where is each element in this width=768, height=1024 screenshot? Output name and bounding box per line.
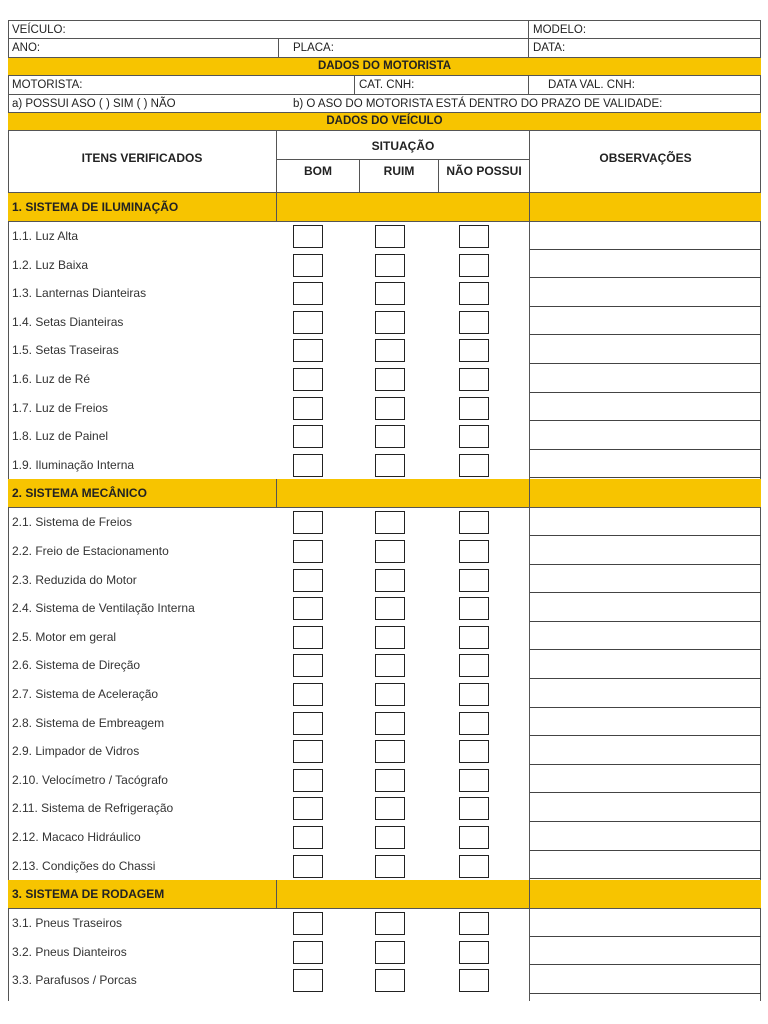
checkbox-nao-possui[interactable]	[459, 397, 489, 420]
checkbox-bom[interactable]	[293, 969, 323, 992]
item-label: 2.9. Limpador de Vidros	[12, 744, 140, 759]
checklist-row	[8, 365, 761, 394]
dados-motorista-title: DADOS DO MOTORISTA	[317, 60, 452, 72]
checkbox-ruim[interactable]	[375, 339, 405, 362]
checkbox-nao-possui[interactable]	[459, 454, 489, 477]
checkbox-bom[interactable]	[293, 511, 323, 534]
checkbox-nao-possui[interactable]	[459, 254, 489, 277]
observacao-line[interactable]	[530, 535, 761, 536]
row-aso	[8, 95, 761, 113]
checkbox-ruim[interactable]	[375, 540, 405, 563]
checkbox-nao-possui[interactable]	[459, 368, 489, 391]
checklist-row	[8, 651, 761, 680]
checkbox-ruim[interactable]	[375, 712, 405, 735]
checkbox-nao-possui[interactable]	[459, 941, 489, 964]
cat-cnh-label: CAT. CNH:	[359, 79, 415, 91]
ruim-header: RUIM	[383, 164, 415, 178]
checkbox-nao-possui[interactable]	[459, 712, 489, 735]
checklist-row	[8, 766, 761, 795]
checklist-row	[8, 909, 761, 938]
checkbox-ruim[interactable]	[375, 225, 405, 248]
observacao-line[interactable]	[530, 564, 761, 565]
observacao-line[interactable]	[530, 449, 761, 450]
section-header	[8, 880, 761, 909]
observacao-line[interactable]	[530, 735, 761, 736]
checkbox-ruim[interactable]	[375, 569, 405, 592]
observacao-line[interactable]	[530, 649, 761, 650]
checklist-row	[8, 709, 761, 738]
observacao-line[interactable]	[530, 821, 761, 822]
dados-veiculo-title: DADOS DO VEÍCULO	[326, 115, 443, 127]
checkbox-nao-possui[interactable]	[459, 826, 489, 849]
veiculo-label: VEÍCULO:	[12, 24, 66, 36]
item-label: 3.3. Parafusos / Porcas	[12, 973, 137, 988]
observacoes-column-border	[529, 193, 530, 1001]
checklist-row	[8, 966, 761, 995]
section-title: 2. SISTEMA MECÂNICO	[12, 486, 147, 501]
checkbox-bom[interactable]	[293, 569, 323, 592]
aso-question-text: a) POSSUI ASO ( ) SIM ( ) NÃO	[12, 98, 176, 110]
dados-motorista-band	[8, 58, 761, 76]
checkbox-ruim[interactable]	[375, 626, 405, 649]
observacao-line[interactable]	[530, 678, 761, 679]
checkbox-ruim[interactable]	[375, 912, 405, 935]
observacao-line[interactable]	[530, 363, 761, 364]
aso-validity-text: b) O ASO DO MOTORISTA ESTÁ DENTRO DO PRAZO DE VALIDADE:	[293, 98, 663, 110]
checklist-row	[8, 394, 761, 423]
item-label: 2.8. Sistema de Embreagem	[12, 715, 165, 730]
observacao-line[interactable]	[530, 334, 761, 335]
divider	[528, 76, 529, 94]
section-header	[8, 479, 761, 508]
checkbox-bom[interactable]	[293, 797, 323, 820]
checkbox-nao-possui[interactable]	[459, 311, 489, 334]
item-label: 2.7. Sistema de Aceleração	[12, 687, 159, 701]
ano-field[interactable]	[8, 39, 278, 57]
nao-possui-header: NÃO POSSUI	[446, 164, 522, 178]
checkbox-nao-possui[interactable]	[459, 797, 489, 820]
checkbox-ruim[interactable]	[375, 454, 405, 477]
observacao-line[interactable]	[530, 878, 761, 879]
checklist-row	[8, 594, 761, 623]
observacao-line[interactable]	[530, 392, 761, 393]
modelo-field[interactable]	[529, 21, 761, 38]
divider	[276, 193, 277, 221]
checkbox-ruim[interactable]	[375, 311, 405, 334]
checkbox-ruim[interactable]	[375, 597, 405, 620]
checkbox-ruim[interactable]	[375, 397, 405, 420]
divider	[276, 479, 277, 507]
data-val-cnh-field[interactable]	[544, 76, 760, 94]
situacao-divider	[277, 159, 529, 160]
observacao-line[interactable]	[530, 277, 761, 278]
checklist-row	[8, 737, 761, 766]
checkbox-ruim[interactable]	[375, 969, 405, 992]
checklist-row	[8, 680, 761, 709]
checklist-row	[8, 566, 761, 595]
section-title: 1. SISTEMA DE ILUMINAÇÃO	[12, 200, 179, 214]
checkbox-bom[interactable]	[293, 282, 323, 305]
item-label: 2.1. Sistema de Freios	[12, 515, 133, 530]
checkbox-nao-possui[interactable]	[459, 339, 489, 362]
item-label: 2.12. Macaco Hidráulico	[12, 830, 141, 844]
checklist-row	[8, 451, 761, 480]
checkbox-bom[interactable]	[293, 425, 323, 448]
checkbox-nao-possui[interactable]	[459, 511, 489, 534]
itens-verificados-header: ITENS VERIFICADOS	[81, 151, 203, 165]
checklist-row	[8, 794, 761, 823]
divider	[278, 39, 279, 57]
checklist-row	[8, 537, 761, 566]
checkbox-bom[interactable]	[293, 225, 323, 248]
item-label: 1.3. Lanternas Dianteiras	[12, 286, 147, 301]
observacao-line[interactable]	[530, 592, 761, 593]
item-label: 2.6. Sistema de Direção	[12, 658, 141, 673]
placa-label: PLACA:	[293, 42, 334, 54]
item-label: 1.8. Luz de Painel	[12, 429, 109, 444]
checkbox-ruim[interactable]	[375, 740, 405, 763]
checklist-row	[8, 336, 761, 365]
checkbox-bom[interactable]	[293, 454, 323, 477]
checkbox-bom[interactable]	[293, 826, 323, 849]
row-veiculo	[8, 21, 761, 39]
item-label: 1.2. Luz Baixa	[12, 257, 89, 272]
checkbox-nao-possui[interactable]	[459, 969, 489, 992]
checkbox-ruim[interactable]	[375, 683, 405, 706]
item-label: 3.1. Pneus Traseiros	[12, 916, 123, 931]
observacao-line[interactable]	[530, 420, 761, 421]
observacao-line[interactable]	[530, 477, 761, 478]
aso-question[interactable]	[8, 95, 278, 112]
observacao-line[interactable]	[530, 621, 761, 622]
motorista-label: MOTORISTA:	[12, 79, 83, 91]
checkbox-ruim[interactable]	[375, 368, 405, 391]
aso-validity[interactable]	[289, 95, 759, 112]
section-title: 3. SISTEMA DE RODAGEM	[12, 887, 165, 902]
checklist-row	[8, 279, 761, 308]
checklist-row	[8, 422, 761, 451]
motorista-field[interactable]	[8, 76, 354, 94]
modelo-label: MODELO:	[533, 24, 587, 36]
checkbox-ruim[interactable]	[375, 797, 405, 820]
checklist-row	[8, 852, 761, 881]
item-label: 2.5. Motor em geral	[12, 629, 117, 644]
placa-field[interactable]	[289, 39, 528, 57]
checkbox-nao-possui[interactable]	[459, 654, 489, 677]
checkbox-bom[interactable]	[293, 339, 323, 362]
divider	[276, 880, 277, 908]
checkbox-bom[interactable]	[293, 311, 323, 334]
observacao-line[interactable]	[530, 306, 761, 307]
checkbox-bom[interactable]	[293, 254, 323, 277]
row-ano	[8, 39, 761, 58]
cat-cnh-field[interactable]	[355, 76, 528, 94]
item-label: 1.4. Setas Dianteiras	[12, 314, 124, 329]
observacao-line[interactable]	[530, 792, 761, 793]
checkbox-nao-possui[interactable]	[459, 855, 489, 878]
checkbox-ruim[interactable]	[375, 282, 405, 305]
column-header	[8, 131, 761, 193]
checkbox-bom[interactable]	[293, 540, 323, 563]
checkbox-ruim[interactable]	[375, 826, 405, 849]
checklist-row	[8, 623, 761, 652]
checkbox-nao-possui[interactable]	[459, 626, 489, 649]
checklist-row	[8, 823, 761, 852]
checkbox-ruim[interactable]	[375, 654, 405, 677]
checkbox-ruim[interactable]	[375, 511, 405, 534]
checkbox-nao-possui[interactable]	[459, 225, 489, 248]
item-label: 1.5. Setas Traseiras	[12, 343, 119, 358]
item-label: 3.2. Pneus Dianteiros	[12, 944, 127, 959]
checkbox-bom[interactable]	[293, 769, 323, 792]
checkbox-nao-possui[interactable]	[459, 769, 489, 792]
checkbox-nao-possui[interactable]	[459, 282, 489, 305]
item-label: 2.10. Velocímetro / Tacógrafo	[12, 772, 168, 787]
checkbox-bom[interactable]	[293, 397, 323, 420]
checkbox-nao-possui[interactable]	[459, 912, 489, 935]
checkbox-ruim[interactable]	[375, 941, 405, 964]
checkbox-ruim[interactable]	[375, 425, 405, 448]
situacao-header: SITUAÇÃO	[371, 139, 435, 153]
observacoes-header: OBSERVAÇÕES	[599, 151, 692, 165]
item-label: 2.11. Sistema de Refrigeração	[12, 801, 174, 816]
bom-header: BOM	[304, 164, 332, 178]
ano-label: ANO:	[12, 42, 41, 54]
veiculo-field[interactable]	[8, 21, 528, 38]
dados-veiculo-band	[8, 113, 761, 131]
checkbox-bom[interactable]	[293, 683, 323, 706]
checkbox-ruim[interactable]	[375, 855, 405, 878]
row-motorista	[8, 76, 761, 95]
checkbox-ruim[interactable]	[375, 254, 405, 277]
item-label: 1.7. Luz de Freios	[12, 400, 109, 415]
checkbox-bom[interactable]	[293, 712, 323, 735]
checkbox-bom[interactable]	[293, 912, 323, 935]
item-label: 2.3. Reduzida do Motor	[12, 572, 137, 587]
item-label: 2.4. Sistema de Ventilação Interna	[12, 601, 195, 616]
checkbox-ruim[interactable]	[375, 769, 405, 792]
observacao-line[interactable]	[530, 964, 761, 965]
checkbox-nao-possui[interactable]	[459, 597, 489, 620]
checklist-row	[8, 222, 761, 251]
checklist-row	[8, 251, 761, 280]
item-label: 1.1. Luz Alta	[12, 229, 79, 243]
observacao-line[interactable]	[530, 764, 761, 765]
checkbox-nao-possui[interactable]	[459, 540, 489, 563]
checkbox-bom[interactable]	[293, 855, 323, 878]
checkbox-bom[interactable]	[293, 740, 323, 763]
data-label: DATA:	[533, 42, 566, 54]
checkbox-bom[interactable]	[293, 626, 323, 649]
checklist-row	[8, 508, 761, 537]
item-label: 1.9. Iluminação Interna	[12, 457, 135, 472]
checkbox-nao-possui[interactable]	[459, 740, 489, 763]
checkbox-bom[interactable]	[293, 654, 323, 677]
checklist-row	[8, 308, 761, 337]
checkbox-bom[interactable]	[293, 941, 323, 964]
section-header	[8, 193, 761, 222]
item-label: 2.2. Freio de Estacionamento	[12, 544, 169, 558]
data-val-cnh-label: DATA VAL. CNH:	[548, 79, 635, 91]
item-label: 1.6. Luz de Ré	[12, 372, 91, 386]
observacao-line[interactable]	[530, 707, 761, 708]
data-field[interactable]	[529, 39, 761, 57]
observacao-line[interactable]	[530, 993, 761, 994]
checkbox-bom[interactable]	[293, 597, 323, 620]
checkbox-bom[interactable]	[293, 368, 323, 391]
checkbox-nao-possui[interactable]	[459, 569, 489, 592]
observacao-line[interactable]	[530, 249, 761, 250]
observacao-line[interactable]	[530, 850, 761, 851]
checklist-row	[8, 938, 761, 967]
checkbox-nao-possui[interactable]	[459, 683, 489, 706]
item-label: 2.13. Condições do Chassi	[12, 858, 156, 873]
observacao-line[interactable]	[530, 936, 761, 937]
checkbox-nao-possui[interactable]	[459, 425, 489, 448]
